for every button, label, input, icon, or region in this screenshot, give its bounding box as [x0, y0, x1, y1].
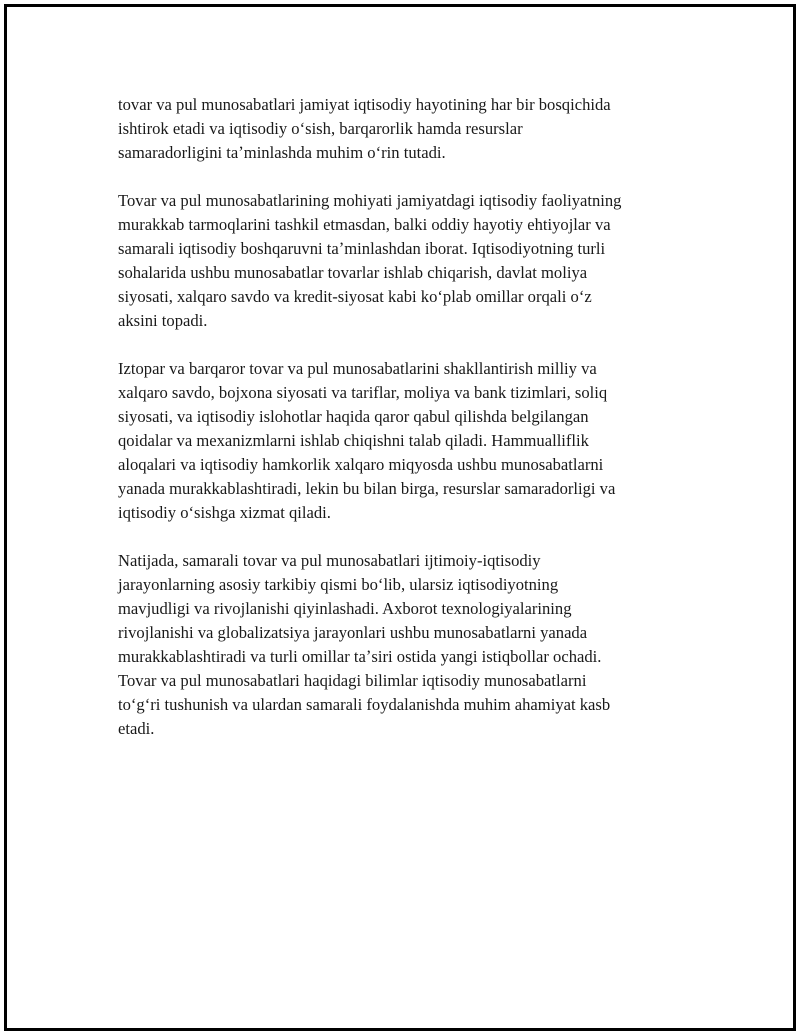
document-body	[118, 93, 688, 765]
paragraph-2: Tovar va pul munosabatlarining mohiyati jamiyatdagi iqtisodiy faoliyatning murakkab tarmoqlarini tashkil etmasdan, balki oddiy hayotiy ehtiyojlar va samarali iqtisodiy boshqaruvni taʼminlashdan iborat. Iqtisodiyotning turli sohalarida ushbu munosabatlar tovarlar ishlab chiqarish, davlat moliya siyosati, xalqaro savdo va kredit-siyosat kabi koʻplab omillar orqali oʻz aksini topadi.	[118, 191, 622, 330]
paragraph-3: Iztopar va barqaror tovar va pul munosabatlarini shakllantirish milliy va xalqaro savdo, bojxona siyosati va tariflar, moliya va bank tizimlari, soliq siyosati, va iqtisodiy islohotlar haqida qaror qabul qilishda belgilangan qoidalar va mexanizmlarni ishlab chiqishni talab qiladi. Hammualliflik aloqalari va iqtisodiy hamkorlik xalqaro miqyosda ushbu munosabatlarni yanada murakkablashtiradi, lekin bu bilan birga, resurslar samaradorligi va iqtisodiy oʻsishga xizmat qiladi.	[118, 359, 616, 522]
paragraph-1: tovar va pul munosabatlari jamiyat iqtisodiy hayotining har bir bosqichida ishtirok etadi va iqtisodiy oʻsish, barqarorlik hamda resurslar samaradorligini taʼminlashda muhim oʻrin tutadi.	[118, 95, 611, 162]
paragraph-4: Natijada, samarali tovar va pul munosabatlari ijtimoiy-iqtisodiy jarayonlarning asosiy tarkibiy qismi boʻlib, ularsiz iqtisodiyotning mavjudligi va rivojlanishi qiyinlashadi. Axborot texnologiyalarining rivojlanishi va globalizatsiya jarayonlari ushbu munosabatlarni yanada murakkablashtiradi va turli omillar taʼsiri ostida yangi istiqbollar ochadi. Tovar va pul munosabatlari haqidagi bilimlar iqtisodiy munosabatlarni toʻgʻri tushunish va ulardan samarali foydalanishda muhim ahamiyat kasb etadi.	[118, 551, 611, 738]
